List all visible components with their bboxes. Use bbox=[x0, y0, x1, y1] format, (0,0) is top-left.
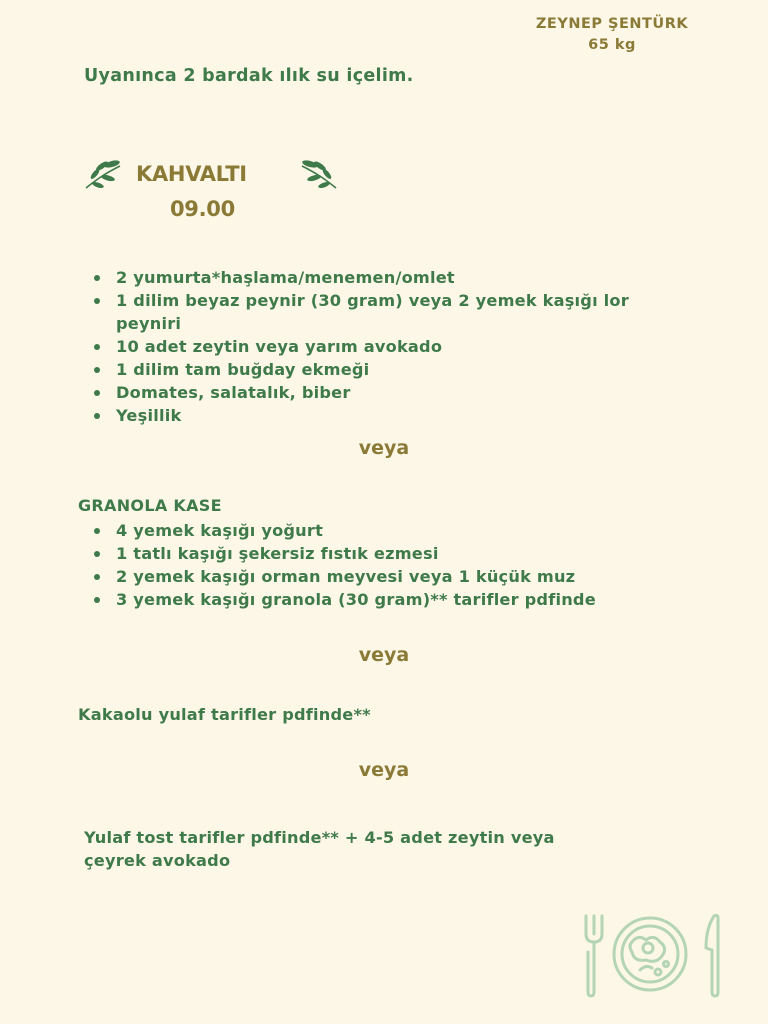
option4-line: Yulaf tost tarifler pdfinde** + 4-5 adet zeytin veya bbox=[84, 828, 555, 847]
option3-text: Kakaolu yulaf tarifler pdfinde** bbox=[78, 705, 371, 724]
list-item: 1 dilim beyaz peynir (30 gram) veya 2 yemek kaşığı lor peyniri bbox=[92, 289, 652, 335]
list-item: 10 adet zeytin veya yarım avokado bbox=[92, 335, 652, 358]
option2-title: GRANOLA KASE bbox=[78, 496, 222, 515]
or-separator: veya bbox=[358, 759, 410, 781]
olive-branch-icon bbox=[298, 158, 340, 192]
or-separator: veya bbox=[358, 644, 410, 666]
plate-breakfast-icon bbox=[614, 918, 686, 990]
list-item: 2 yumurta*haşlama/menemen/omlet bbox=[92, 266, 652, 289]
option1-list bbox=[92, 266, 652, 427]
fork-icon bbox=[586, 916, 602, 996]
option2-list bbox=[92, 519, 702, 611]
list-item: 3 yemek kaşığı granola (30 gram)** tarifler pdfinde bbox=[92, 588, 636, 611]
client-name: ZEYNEP ŞENTÜRK bbox=[535, 16, 689, 32]
header-name-block bbox=[502, 14, 722, 56]
or-separator: veya bbox=[358, 437, 410, 459]
meal-title: KAHVALTI bbox=[136, 162, 247, 186]
olive-branch-icon bbox=[82, 158, 124, 192]
option4-text bbox=[84, 826, 555, 872]
list-item: Domates, salatalık, biber bbox=[92, 381, 652, 404]
list-item: 4 yemek kaşığı yoğurt bbox=[92, 519, 702, 542]
meal-time: 09.00 bbox=[170, 197, 235, 221]
list-item: 1 tatlı kaşığı şekersiz fıstık ezmesi bbox=[92, 542, 702, 565]
knife-icon bbox=[706, 915, 718, 996]
list-item: 1 dilim tam buğday ekmeği bbox=[92, 358, 652, 381]
footer-icons bbox=[582, 912, 724, 998]
list-item: 2 yemek kaşığı orman meyvesi veya 1 küçük muz bbox=[92, 565, 702, 588]
list-item: Yeşillik bbox=[92, 404, 652, 427]
option4-line: çeyrek avokado bbox=[84, 851, 231, 870]
intro-text: Uyanınca 2 bardak ılık su içelim. bbox=[84, 66, 414, 86]
client-weight: 65 kg bbox=[588, 37, 636, 53]
